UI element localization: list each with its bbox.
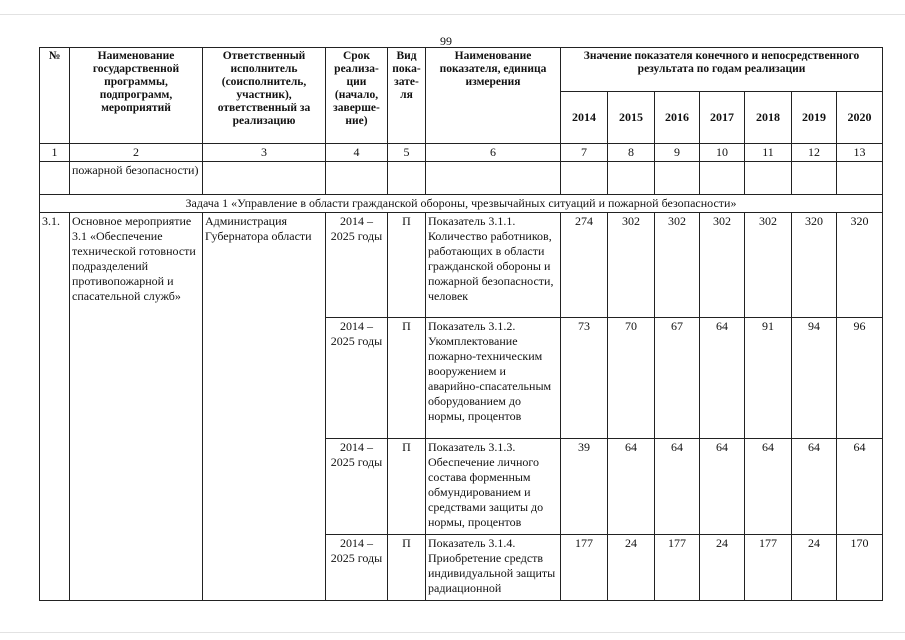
column-number: 12 <box>792 144 837 162</box>
term-cell: 2014 – 2025 годы <box>326 318 388 439</box>
value-cell: 73 <box>561 318 608 439</box>
indicator-cell: Показатель 3.1.4. Приобретение средств индивидуальной защиты радиационной <box>426 535 561 601</box>
value-cell: 274 <box>561 213 608 318</box>
column-number: 4 <box>326 144 388 162</box>
activity-number: 3.1. <box>40 213 70 601</box>
header-indicator: Наименование показателя, единица измерения <box>426 48 561 144</box>
indicator-cell: Показатель 3.1.2. Укомплектование пожарно-техническим вооружением и аварийно-спасательным оборудованием до нормы, процентов <box>426 318 561 439</box>
type-cell: П <box>388 535 426 601</box>
scan-edge-bottom <box>0 632 905 633</box>
value-cell: 177 <box>561 535 608 601</box>
header-type: Вид пока- зате- ля <box>388 48 426 144</box>
continuation-row <box>40 162 883 195</box>
table-row <box>40 213 883 318</box>
column-number: 9 <box>655 144 700 162</box>
term-cell: 2014 – 2025 годы <box>326 213 388 318</box>
type-cell: П <box>388 213 426 318</box>
column-number: 10 <box>700 144 745 162</box>
header-values: Значение показателя конечного и непосредственного результата по годам реализации <box>561 48 883 92</box>
header-name: Наименование государственной программы, подпрограмм, мероприятий <box>70 48 203 144</box>
column-number: 3 <box>203 144 326 162</box>
year-header: 2016 <box>655 92 700 144</box>
column-number: 1 <box>40 144 70 162</box>
activity-name: Основное мероприятие 3.1 «Обеспечение технической готовности подразделений противопожарной и спасательной служб» <box>70 213 203 601</box>
year-header: 2014 <box>561 92 608 144</box>
column-number: 6 <box>426 144 561 162</box>
value-cell: 64 <box>655 439 700 535</box>
value-cell: 170 <box>837 535 883 601</box>
year-header: 2017 <box>700 92 745 144</box>
value-cell: 320 <box>837 213 883 318</box>
column-number: 2 <box>70 144 203 162</box>
value-cell: 94 <box>792 318 837 439</box>
column-number: 13 <box>837 144 883 162</box>
header-row-1 <box>40 48 883 92</box>
activity-executor: Администрация Губернатора области <box>203 213 326 601</box>
year-header: 2015 <box>608 92 655 144</box>
value-cell: 177 <box>655 535 700 601</box>
term-cell: 2014 – 2025 годы <box>326 439 388 535</box>
continuation-text: пожарной безопасности) <box>70 162 203 195</box>
type-cell: П <box>388 318 426 439</box>
value-cell: 96 <box>837 318 883 439</box>
header-num: № <box>40 48 70 144</box>
value-cell: 177 <box>745 535 792 601</box>
year-header: 2019 <box>792 92 837 144</box>
value-cell: 39 <box>561 439 608 535</box>
task-title: Задача 1 «Управление в области гражданской обороны, чрезвычайных ситуаций и пожарной безопасности» <box>40 195 883 213</box>
page-number: 99 <box>440 34 452 48</box>
value-cell: 67 <box>655 318 700 439</box>
column-number-row <box>40 144 883 162</box>
indicators-table <box>39 47 883 601</box>
value-cell: 64 <box>837 439 883 535</box>
value-cell: 320 <box>792 213 837 318</box>
value-cell: 91 <box>745 318 792 439</box>
value-cell: 64 <box>792 439 837 535</box>
value-cell: 24 <box>608 535 655 601</box>
task-row <box>40 195 883 213</box>
value-cell: 64 <box>700 318 745 439</box>
year-header: 2020 <box>837 92 883 144</box>
value-cell: 24 <box>792 535 837 601</box>
value-cell: 64 <box>608 439 655 535</box>
value-cell: 302 <box>655 213 700 318</box>
value-cell: 302 <box>700 213 745 318</box>
scan-edge-top <box>0 14 905 15</box>
column-number: 8 <box>608 144 655 162</box>
header-term: Срок реализа- ции (начало, заверше- ние) <box>326 48 388 144</box>
value-cell: 64 <box>700 439 745 535</box>
indicator-cell: Показатель 3.1.3. Обеспечение личного состава форменным обмундированием и средствами защиты до нормы, процентов <box>426 439 561 535</box>
header-executor: Ответственный исполнитель (соисполнитель, участник), ответственный за реализацию <box>203 48 326 144</box>
column-number: 5 <box>388 144 426 162</box>
value-cell: 302 <box>608 213 655 318</box>
column-number: 7 <box>561 144 608 162</box>
column-number: 11 <box>745 144 792 162</box>
value-cell: 24 <box>700 535 745 601</box>
value-cell: 70 <box>608 318 655 439</box>
value-cell: 302 <box>745 213 792 318</box>
indicator-cell: Показатель 3.1.1. Количество работников, работающих в области гражданской обороны и пожарной безопасности, человек <box>426 213 561 318</box>
year-header: 2018 <box>745 92 792 144</box>
term-cell: 2014 – 2025 годы <box>326 535 388 601</box>
type-cell: П <box>388 439 426 535</box>
value-cell: 64 <box>745 439 792 535</box>
